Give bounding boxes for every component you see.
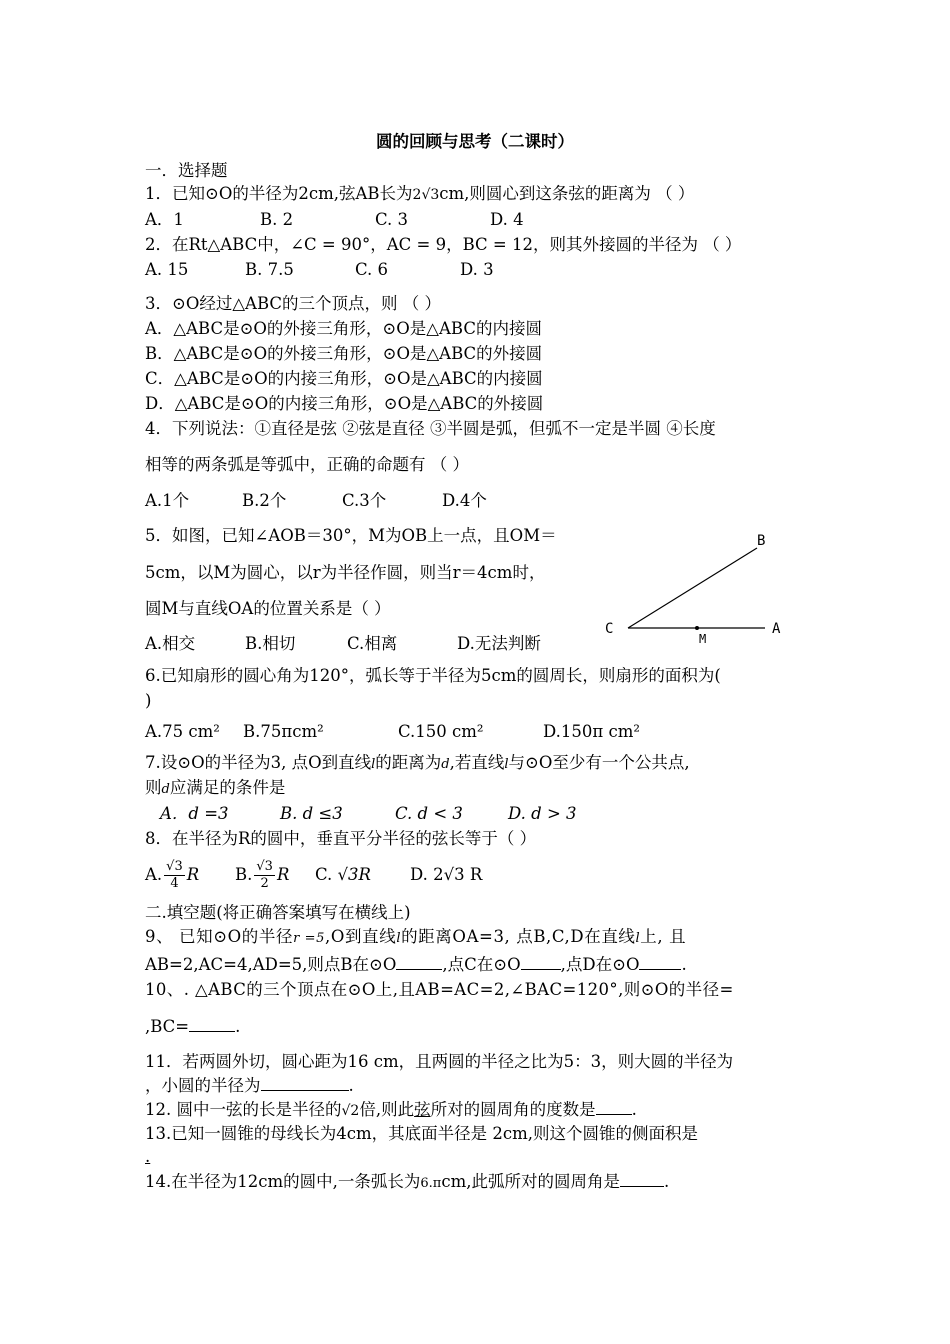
question-10-line-2: ,BC= .: [145, 1017, 241, 1036]
question-6-line-2: ): [145, 691, 152, 710]
question-13-line-2: .: [145, 1147, 151, 1166]
option-c: C. √3R: [315, 865, 371, 884]
question-10-line-1: 10、. △ABC的三个顶点在⊙O上,且AB=AC=2,∠BAC=120°,则⊙O的半径=: [145, 980, 734, 999]
question-7-line-2: 则d应满足的条件是: [145, 778, 286, 797]
question-3-option-c: C．△ABC是⊙O的内接三角形，⊙O是△ABC的内接圆: [145, 369, 543, 388]
answer-blank[interactable]: [596, 1098, 632, 1115]
option-a: A. 15: [145, 260, 189, 279]
angle-figure: [595, 525, 805, 650]
question-4-line-1: 4．下列说法：①直径是弦 ②弦是直径 ③半圆是弧，但弧不一定是半圆 ④长度: [145, 419, 716, 438]
label-b: B: [757, 533, 766, 549]
question-9-line-2: AB=2,AC=4,AD=5,则点B在⊙O ,点C在⊙O ,点D在⊙O .: [145, 955, 687, 974]
question-5-line-2: 5cm，以M为圆心，以r为半径作圆，则当r＝4cm时，: [145, 563, 546, 582]
option-d: D.无法判断: [457, 634, 541, 653]
option-c: C.3个: [342, 491, 387, 510]
option-d: D.150π cm²: [543, 722, 640, 741]
option-b: B. 2: [260, 210, 294, 229]
option-b: B. 7.5: [245, 260, 294, 279]
question-3-option-b: B．△ABC是⊙O的外接三角形，⊙O是△ABC的外接圆: [145, 344, 543, 363]
option-c: C. 3: [375, 210, 409, 229]
option-d: D. d > 3: [508, 804, 577, 823]
question-14: 14.在半径为12cm的圆中,一条弧长为6.πcm,此弧所对的圆周角是 .: [145, 1172, 670, 1191]
option-b: B.2个: [242, 491, 287, 510]
option-a: A．1: [145, 210, 184, 229]
label-a: A: [772, 621, 781, 637]
option-d: D.4个: [442, 491, 487, 510]
answer-blank[interactable]: [396, 953, 442, 970]
question-2: 2．在Rt△ABC中，∠C = 90°，AC = 9，BC = 12，则其外接圆的半径为 （ ）: [145, 235, 742, 254]
answer-blank[interactable]: [639, 953, 681, 970]
question-11-line-2: ，小圆的半径为 .: [145, 1076, 354, 1095]
question-5-line-1: 5．如图，已知∠AOB＝30°，M为OB上一点，且OM＝: [145, 526, 557, 545]
ray-cb: [628, 548, 757, 628]
question-8-options: [145, 858, 482, 892]
question-3-option-a: A．△ABC是⊙O的外接三角形，⊙O是△ABC的内接圆: [145, 319, 542, 338]
label-m: M: [699, 632, 707, 646]
option-d: D. 4: [490, 210, 524, 229]
question-1: 1．已知⊙O的半径为2cm,弦AB长为2√3cm,则圆心到这条弦的距离为 （ ）: [145, 184, 695, 203]
section-choice: 一．选择题: [145, 161, 228, 180]
option-c: C. 6: [355, 260, 389, 279]
question-11-line-1: 11．若两圆外切，圆心距为16 cm，且两圆的半径之比为5：3，则大圆的半径为: [145, 1052, 734, 1071]
answer-blank[interactable]: [620, 1170, 664, 1187]
question-3-option-d: D．△ABC是⊙O的内接三角形，⊙O是△ABC的外接圆: [145, 394, 544, 413]
question-12: 12. 圆中一弦的长是半径的√2倍,则此弦所对的圆周角的度数是 .: [145, 1100, 637, 1119]
question-6-options: [145, 721, 640, 743]
option-a: A.75 cm²: [145, 722, 220, 741]
option-a: A．d =3: [160, 804, 229, 823]
question-9-line-1: 9、 已知⊙O的半径r =5,O到直线l的距离OA=3, 点B,C,D在直线l上, 且: [145, 927, 687, 946]
answer-blank[interactable]: [261, 1074, 349, 1091]
section-fill: 二.填空题(将正确答案填写在横线上): [145, 903, 411, 922]
option-d: D. 2√3 R: [410, 865, 483, 884]
option-b: B. d ≤3: [280, 804, 343, 823]
point-m: [695, 626, 699, 630]
question-4-line-2: 相等的两条弧是等弧中，正确的命题有 （ ）: [145, 455, 469, 474]
question-4-options: [145, 490, 487, 512]
option-b: B.75πcm²: [243, 722, 324, 741]
option-b: B. $\frac{√3}{2}$ R: [235, 859, 290, 891]
answer-blank[interactable]: [189, 1015, 235, 1032]
question-3: 3．⊙O经过△ABC的三个顶点，则 （ ）: [145, 294, 442, 313]
question-8: 8．在半径为R的圆中，垂直平分半径的弦长等于（ ）: [145, 829, 537, 848]
question-7-options: [160, 803, 577, 825]
option-c: C.相离: [347, 634, 398, 653]
question-5-options: [145, 633, 541, 655]
option-d: D. 3: [460, 260, 494, 279]
option-a: A.相交: [145, 634, 196, 653]
question-5-line-3: 圆M与直线OA的位置关系是（ ）: [145, 599, 391, 618]
page-title: 圆的回顾与思考（二课时）: [376, 132, 574, 151]
question-1-options: [145, 209, 524, 231]
option-c: C. d < 3: [395, 804, 463, 823]
option-c: C.150 cm²: [398, 722, 484, 741]
question-2-options: [145, 259, 494, 281]
answer-blank[interactable]: [521, 953, 561, 970]
option-a: A. $\frac{√3}{4}$ R: [145, 859, 200, 891]
option-a: A.1个: [145, 491, 190, 510]
option-b: B.相切: [245, 634, 296, 653]
label-c: C: [605, 621, 614, 637]
question-6-line-1: 6.已知扇形的圆心角为120°，弧长等于半径为5cm的圆周长，则扇形的面积为(: [145, 666, 721, 685]
question-13-line-1: 13.已知一圆锥的母线长为4cm，其底面半径是 2cm,则这个圆锥的侧面积是: [145, 1124, 698, 1143]
question-7-line-1: 7.设⊙O的半径为3, 点O到直线l的距离为d,若直线l与⊙O至少有一个公共点,: [145, 753, 690, 772]
